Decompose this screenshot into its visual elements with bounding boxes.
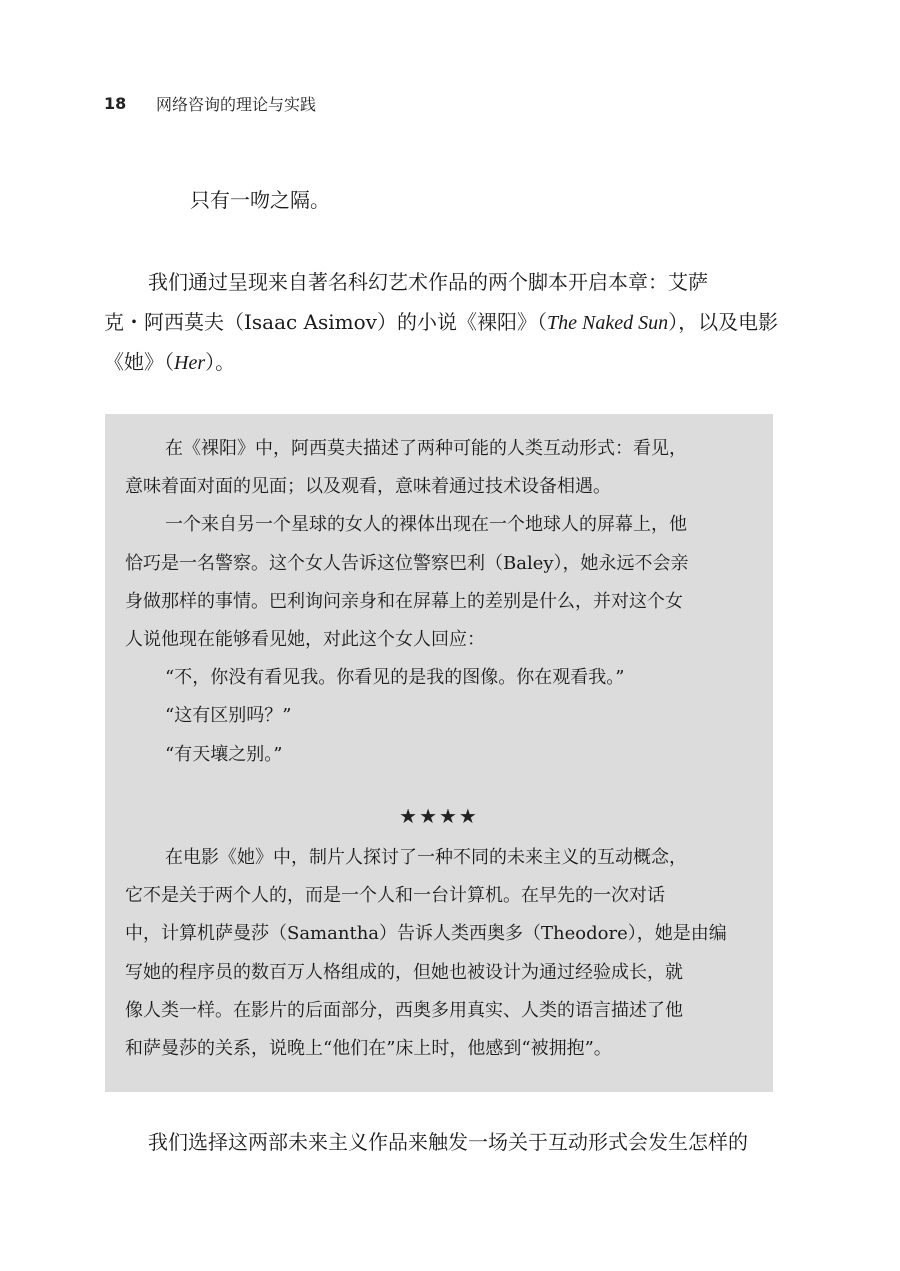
page-number: 18 [104, 93, 127, 113]
running-header [104, 92, 316, 114]
box-p2-line-4: 人说他现在能够看见她，对此这个女人回应： [125, 628, 485, 650]
intro-paragraph-cont [104, 302, 778, 382]
box-p3-line-6: 和萨曼莎的关系，说晚上“他们在”床上时，他感到“被拥抱”。 [125, 1037, 612, 1059]
novel-title-en: The Naked Sun [546, 312, 669, 334]
box-p3-line-2: 它不是关于两个人的，而是一个人和一台计算机。在早先的一次对话 [125, 885, 665, 907]
top-line [190, 180, 330, 220]
box-p1-line-1: 在《裸阳》中，阿西莫夫描述了两种可能的人类互动形式：看见， [165, 438, 687, 459]
box-p3-line-1: 在电影《她》中，制片人探讨了一种不同的未来主义的互动概念， [165, 847, 687, 868]
intro-line-3a: 《她》（ [104, 350, 174, 374]
book-title: 网络咨询的理论与实践 [156, 94, 317, 114]
box-p1-line-2: 意味着面对面的见面；以及观看，意味着通过技术设备相遇。 [125, 476, 611, 498]
box-p2-line-3: 身做那样的事情。巴利询问亲身和在屏幕上的差别是什么，并对这个女 [125, 590, 683, 612]
box-paragraph-3 [125, 839, 727, 1068]
intro-line-1: 我们通过呈现来自著名科幻艺术作品的两个脚本开启本章：艾萨 [148, 270, 708, 294]
box-paragraph-1 [125, 430, 687, 506]
bottom-line: 我们选择这两部未来主义作品来触发一场关于互动形式会发生怎样的 [148, 1130, 748, 1154]
box-p2-line-2: 恰巧是一名警察。这个女人告诉这位警察巴利（Baley），她永远不会亲 [125, 552, 689, 574]
excerpt-box [105, 414, 773, 1092]
section-divider-stars: ★★★★ [399, 804, 479, 828]
intro-line-3c: ）。 [205, 350, 236, 374]
top-line-text: 只有一吻之隔。 [190, 188, 330, 212]
intro-line-2 [104, 302, 778, 342]
box-quote-3: “有天壤之别。” [165, 743, 283, 765]
bottom-paragraph [148, 1122, 748, 1162]
box-quote-2: “这有区别吗？” [165, 705, 292, 727]
film-title-en: Her [174, 352, 206, 374]
intro-line-3 [104, 342, 778, 382]
box-paragraph-2 [125, 506, 689, 773]
box-p3-line-4: 写她的程序员的数百万人格组成的，但她也被设计为通过经验成长，就 [125, 961, 683, 983]
box-p3-line-5: 像人类一样。在影片的后面部分，西奥多用真实、人类的语言描述了他 [125, 999, 683, 1021]
intro-paragraph [148, 262, 708, 302]
box-p2-line-1: 一个来自另一个星球的女人的裸体出现在一个地球人的屏幕上，他 [165, 514, 687, 536]
box-p3-line-3: 中，计算机萨曼莎（Samantha）告诉人类西奥多（Theodore），她是由编 [125, 923, 727, 945]
intro-line-2c: ），以及电影 [668, 310, 779, 334]
intro-line-2a: 克・阿西莫夫（Isaac Asimov）的小说《裸阳》（ [104, 310, 547, 334]
box-quote-1: “不，你没有看见我。你看见的是我的图像。你在观看我。” [165, 667, 625, 689]
